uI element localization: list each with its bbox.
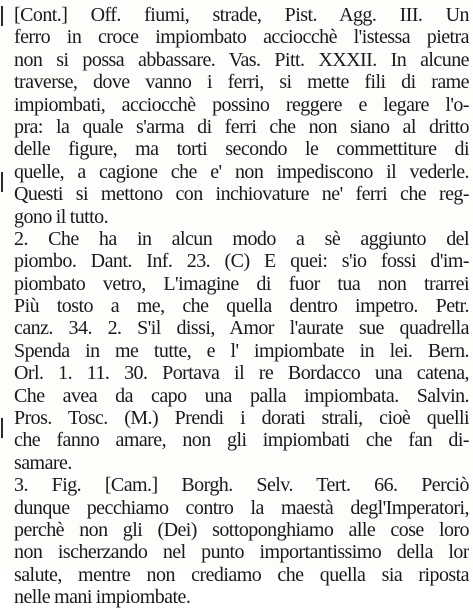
text-line: ferro in croce impiombato acciocchè l'istessa pietra <box>14 26 469 49</box>
text-line: [Cont.] Off. fiumi, strade, Pist. Agg. III. Un <box>14 4 469 26</box>
text-line: 2. Che ha in alcun modo a sè aggiunto del <box>14 227 469 250</box>
text-line: piombo. Dant. Inf. 23. (C) E quei: s'io fossi d'im- <box>14 250 469 273</box>
text-line: piombato vetro, L'imagine di fuor tua non trarrei <box>14 272 469 295</box>
margin-bar-middle <box>1 172 3 192</box>
text-line: delle figure, ma torti secondo le commettiture di <box>14 138 469 161</box>
text-line: Orl. 1. 11. 30. Portava il re Bordacco una catena, <box>14 362 469 385</box>
text-line: 3. Fig. [Cam.] Borgh. Selv. Tert. 66. Perciò <box>14 474 469 497</box>
margin-bar-bottom <box>1 418 3 438</box>
text-line: non si possa abbassare. Vas. Pitt. XXXII. In alcune <box>14 48 469 71</box>
text-line: che fanno amare, non gli impiombati che fan di- <box>14 429 469 452</box>
margin-bar-top <box>1 6 3 26</box>
text-line: canz. 34. 2. S'il dissi, Amor l'aurate sue quadrella <box>14 317 469 340</box>
text-line: nelle mani impiombate. <box>14 586 191 609</box>
text-line: traverse, dove vanno i ferri, si mette fili di rame <box>14 71 469 94</box>
text-line: Che avea da capo una palla impiombata. Salvin. <box>14 384 469 407</box>
text-line: Più tosto a me, che quella dentro impetro. Petr. <box>14 295 469 318</box>
text-line: non ischerzando nel punto importantissimo della lor <box>14 541 469 564</box>
dictionary-entry-text <box>14 4 469 609</box>
text-line: quelle, a cagione che e' non impediscono il vederle. <box>14 160 469 183</box>
text-line: perchè non gli (Dei) sottoponghiamo alle cose loro <box>14 518 469 541</box>
text-line: salute, mentre non crediamo che quella sia riposta <box>14 563 469 586</box>
text-line: samare. <box>14 451 72 474</box>
text-line: impiombati, acciocchè possino reggere e legare l'o- <box>14 93 469 116</box>
text-line: pra: la quale s'arma di ferri che non siano al dritto <box>14 115 469 138</box>
text-line: Pros. Tosc. (M.) Prendi i dorati strali, cioè quelli <box>14 407 469 430</box>
text-line: Spenda in me tutte, e l' impiombate in lei. Bern. <box>14 339 469 362</box>
text-line: dunque pecchiamo contro la maestà degl'Imperatori, <box>14 496 469 519</box>
text-line: gono il tutto. <box>14 205 109 228</box>
text-line: Questi si mettono con inchiovature ne' ferri che reg- <box>14 183 469 206</box>
